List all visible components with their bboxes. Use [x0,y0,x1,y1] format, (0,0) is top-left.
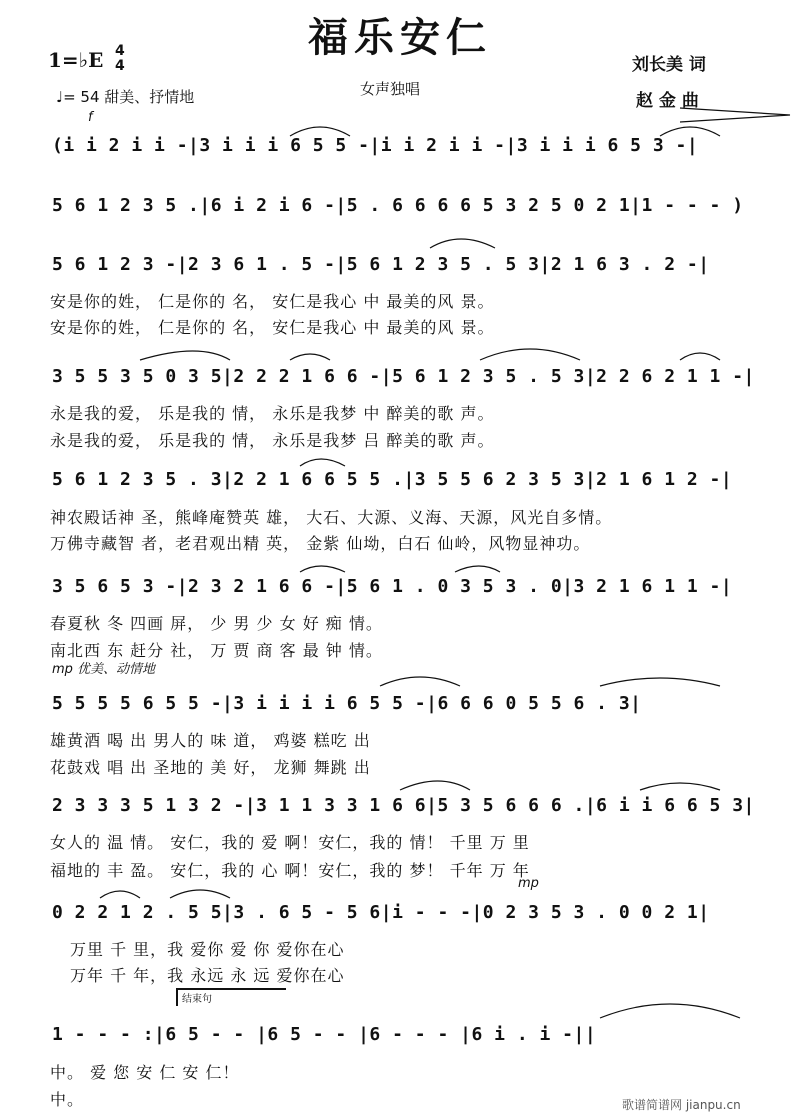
lyric-row-5-verse-2: 万佛寺藏智 者，老君观出精 英， 金紫 仙坳，白石 仙岭，风物显神功。 [50,534,591,553]
lyric-row-4-verse-2: 永是我的爱， 乐是我的 情， 永乐是我梦 吕 醉美的歌 声。 [50,431,495,450]
ending-bracket [176,988,178,1006]
lyric-row-3-verse-1: 安是你的姓， 仁是你的 名， 安仁是我心 中 最美的风 景。 [50,292,495,311]
lyric-row-6-verse-2: 南北西 东 赶分 社， 万 贾 商 客 最 钟 情。 [50,641,383,660]
score-row-7: 5 5 5 5 6 5 5 -|3 i i i i 6 5 5 -|6 6 6 0 5 5 6 . 3| [52,693,642,714]
lyric-row-3-verse-2: 安是你的姓， 仁是你的 名， 安仁是我心 中 最美的风 景。 [50,318,495,337]
lyric-row-8-verse-1: 女人的 温 情。 安仁，我的 爱 啊！安仁，我的 情！ 千里 万 里 [50,833,530,852]
dynamic-forte: f [88,110,93,125]
lyric-row-10-verse-2: 中。 [50,1090,85,1109]
time-signature [115,44,125,74]
watermark: 歌谱简谱网 jianpu.cn [622,1098,741,1112]
score-row-2: 5 6 1 2 3 5 .|6 i 2 i 6 -|5 . 6 6 6 6 5 3 2 5 0 2 1|1 - - - ) [52,195,744,216]
lyric-row-6-verse-1: 春夏秋 冬 四画 屏， 少 男 少 女 好 痴 情。 [50,614,383,633]
lyric-row-7-verse-1: 雄黄酒 喝 出 男人的 味 道， 鸡婆 糕吃 出 [50,731,371,750]
score-row-10: 1 - - - :|6 5 - - |6 5 - - |6 - - - |6 i . i -|| [52,1024,597,1045]
key-signature: 1=♭E [48,48,104,72]
score-row-9: 0 2 2 1 2 . 5 5|3 . 6 5 - 5 6|i - - -|0 2 3 5 3 . 0 0 2 1| [52,902,710,923]
time-signature-top: 4 [115,43,125,59]
time-signature-bottom: 4 [115,58,125,74]
score-row-1: (i i 2 i i -|3 i i i 6 5 5 -|i i 2 i i -|3 i i i 6 5 3 -| [52,135,699,156]
song-title: 福乐安仁 [308,15,492,61]
ending-label: 结束句 [182,994,212,1005]
lyric-row-7-verse-2: 花鼓戏 唱 出 圣地的 美 好， 龙狮 舞跳 出 [50,758,371,777]
genre-label: 女声独唱 [360,80,421,98]
tempo-marking: ♩= 54 甜美、抒情地 [56,88,195,106]
lyricist-credit: 刘长美 词 [632,55,706,75]
score-row-6: 3 5 6 5 3 -|2 3 2 1 6 6 -|5 6 1 . 0 3 5 3 . 0|3 2 1 6 1 1 -| [52,576,733,597]
lyric-row-8-verse-2: 福地的 丰 盈。 安仁，我的 心 啊！安仁，我的 梦！ 千年 万 年 [50,861,530,880]
lyric-row-10-verse-1: 中。 爱 您 安 仁 安 仁！ [50,1063,240,1082]
dynamic-mp: mp [518,876,539,891]
composer-credit: 赵 金 曲 [636,91,699,111]
lyric-row-9-verse-1: 万里 千 里，我 爱你 爱 你 爱你在心 [70,940,345,959]
dynamic-mp-expression: mp 优美、动情地 [52,662,156,677]
score-row-4: 3 5 5 3 5 0 3 5|2 2 2 1 6 6 -|5 6 1 2 3 5 . 5 3|2 2 6 2 1 1 -| [52,366,755,387]
lyric-row-5-verse-1: 神农殿话神 圣，熊峰庵赞英 雄， 大石、大源、义海、天源，风光自多情。 [50,508,613,527]
score-row-8: 2 3 3 3 5 1 3 2 -|3 1 1 3 3 1 6 6|5 3 5 6 6 6 .|6 i i 6 6 5 3| [52,795,755,816]
score-row-5: 5 6 1 2 3 5 . 3|2 2 1 6 6 5 5 .|3 5 5 6 2 3 5 3|2 1 6 1 2 -| [52,469,733,490]
lyric-row-9-verse-2: 万年 千 年，我 永远 永 远 爱你在心 [70,966,345,985]
lyric-row-4-verse-1: 永是我的爱， 乐是我的 情， 永乐是我梦 中 醉美的歌 声。 [50,404,495,423]
score-row-3: 5 6 1 2 3 -|2 3 6 1 . 5 -|5 6 1 2 3 5 . 5 3|2 1 6 3 . 2 -| [52,254,710,275]
